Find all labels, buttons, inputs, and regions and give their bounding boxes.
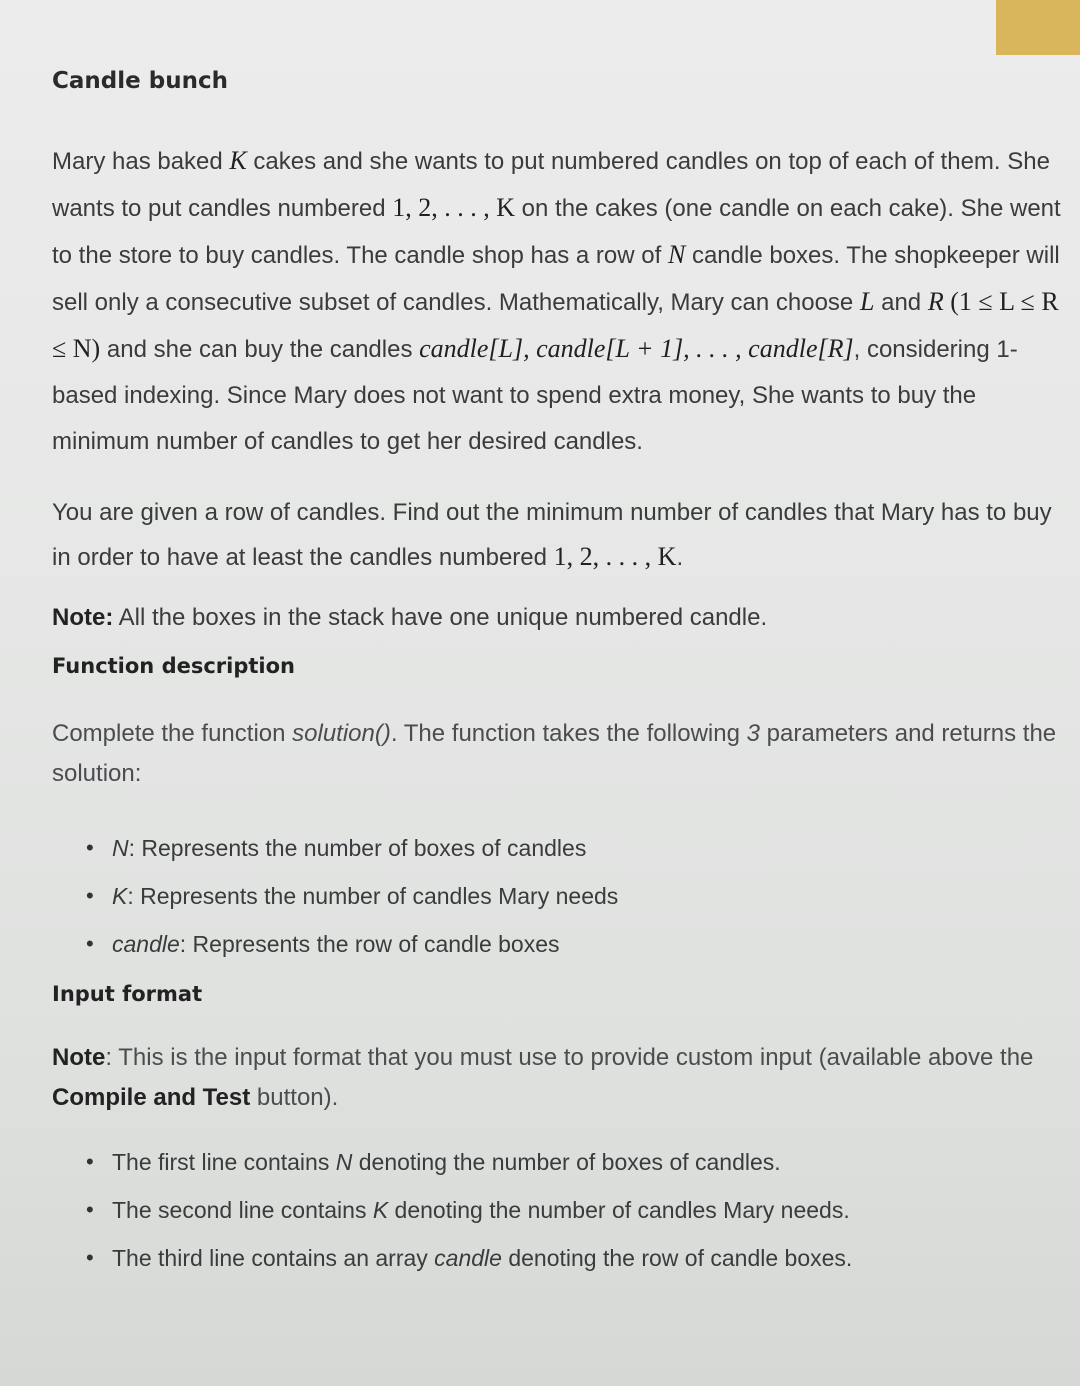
text: The first line contains [112,1149,336,1175]
text: button). [250,1084,339,1111]
param-desc: : Represents the number of boxes of candles [128,835,587,861]
param-count: 3 [746,720,760,747]
variable: candle [434,1245,502,1271]
list-item [112,1234,1062,1282]
math-K: K [229,146,247,175]
function-description-text [52,714,1062,794]
math-N: N [667,240,686,269]
input-format-list [52,1138,1062,1282]
list-item [112,872,1062,920]
math-candle-range: candle[L], candle[L + 1], . . . , candle[R] [419,334,854,363]
text: denoting the row of candle boxes. [501,1245,853,1271]
variable: K [372,1197,389,1223]
parameter-list [52,824,1062,968]
param-desc: : Represents the number of candles Mary needs [127,883,619,909]
text: parameters and returns the solution: [52,720,1057,787]
text: and she can buy the candles [100,336,420,363]
problem-statement [52,68,1062,1282]
text: . [676,544,684,571]
note-label: Note [52,1044,106,1071]
input-note [52,1038,1062,1118]
text: , considering 1-based indexing. Since Mary does not want to spend extra money, She wants to buy the minimum number of candles to get her desired candles. [52,336,1018,455]
note-label: Note: [52,604,114,631]
text: on the cakes (one candle on each cake). She went to the store to buy candles. The candle shop has a row of [52,195,1061,269]
text: denoting the number of boxes of candles. [352,1149,781,1175]
math-L: L [859,287,875,316]
text: candle boxes. The shopkeeper will sell only a consecutive subset of candles. Mathematically, Mary can choose [52,242,1060,316]
problem-description [52,138,1062,465]
text: denoting the number of candles Mary needs. [388,1197,850,1223]
list-item [112,824,1062,872]
math-R: R [927,287,944,316]
variable: N [335,1149,353,1175]
text: All the boxes in the stack have one unique numbered candle. [113,604,768,631]
compile-and-test-reference: Compile and Test [52,1084,251,1111]
text: Mary has baked [52,148,230,175]
math-sequence: 1, 2, . . . , K [392,193,515,222]
text: : This is the input format that you must use to provide custom input (available above the [105,1044,1034,1071]
function-description-heading: Function description [52,654,295,678]
math-sequence: 1, 2, . . . , K [553,542,677,571]
input-format-heading: Input format [52,982,203,1006]
text: and [874,289,928,316]
param-desc: : Represents the row of candle boxes [179,931,560,957]
list-item [112,1138,1062,1186]
text: The third line contains an array [112,1245,435,1271]
param-name: N [112,835,129,861]
text: Complete the function [52,720,293,747]
window-corner-tab [996,0,1080,55]
list-item [112,920,1062,968]
list-item [112,1186,1062,1234]
text: The second line contains [112,1197,373,1223]
task-statement [52,491,1062,580]
param-name: K [112,883,128,909]
math-condition: (1 ≤ L ≤ R ≤ N) [52,287,1059,363]
text: You are given a row of candles. Find out the minimum number of candles that Mary has to buy in order to have at least the candles numbered [52,499,1052,571]
note-unique [52,598,1062,638]
problem-title: Candle bunch [52,68,228,94]
function-name: solution() [292,720,391,747]
param-name: candle [112,931,180,957]
text: . The function takes the following [390,720,747,747]
text: cakes and she wants to put numbered candles on top of each of them. She wants to put candles numbered [52,148,1050,222]
